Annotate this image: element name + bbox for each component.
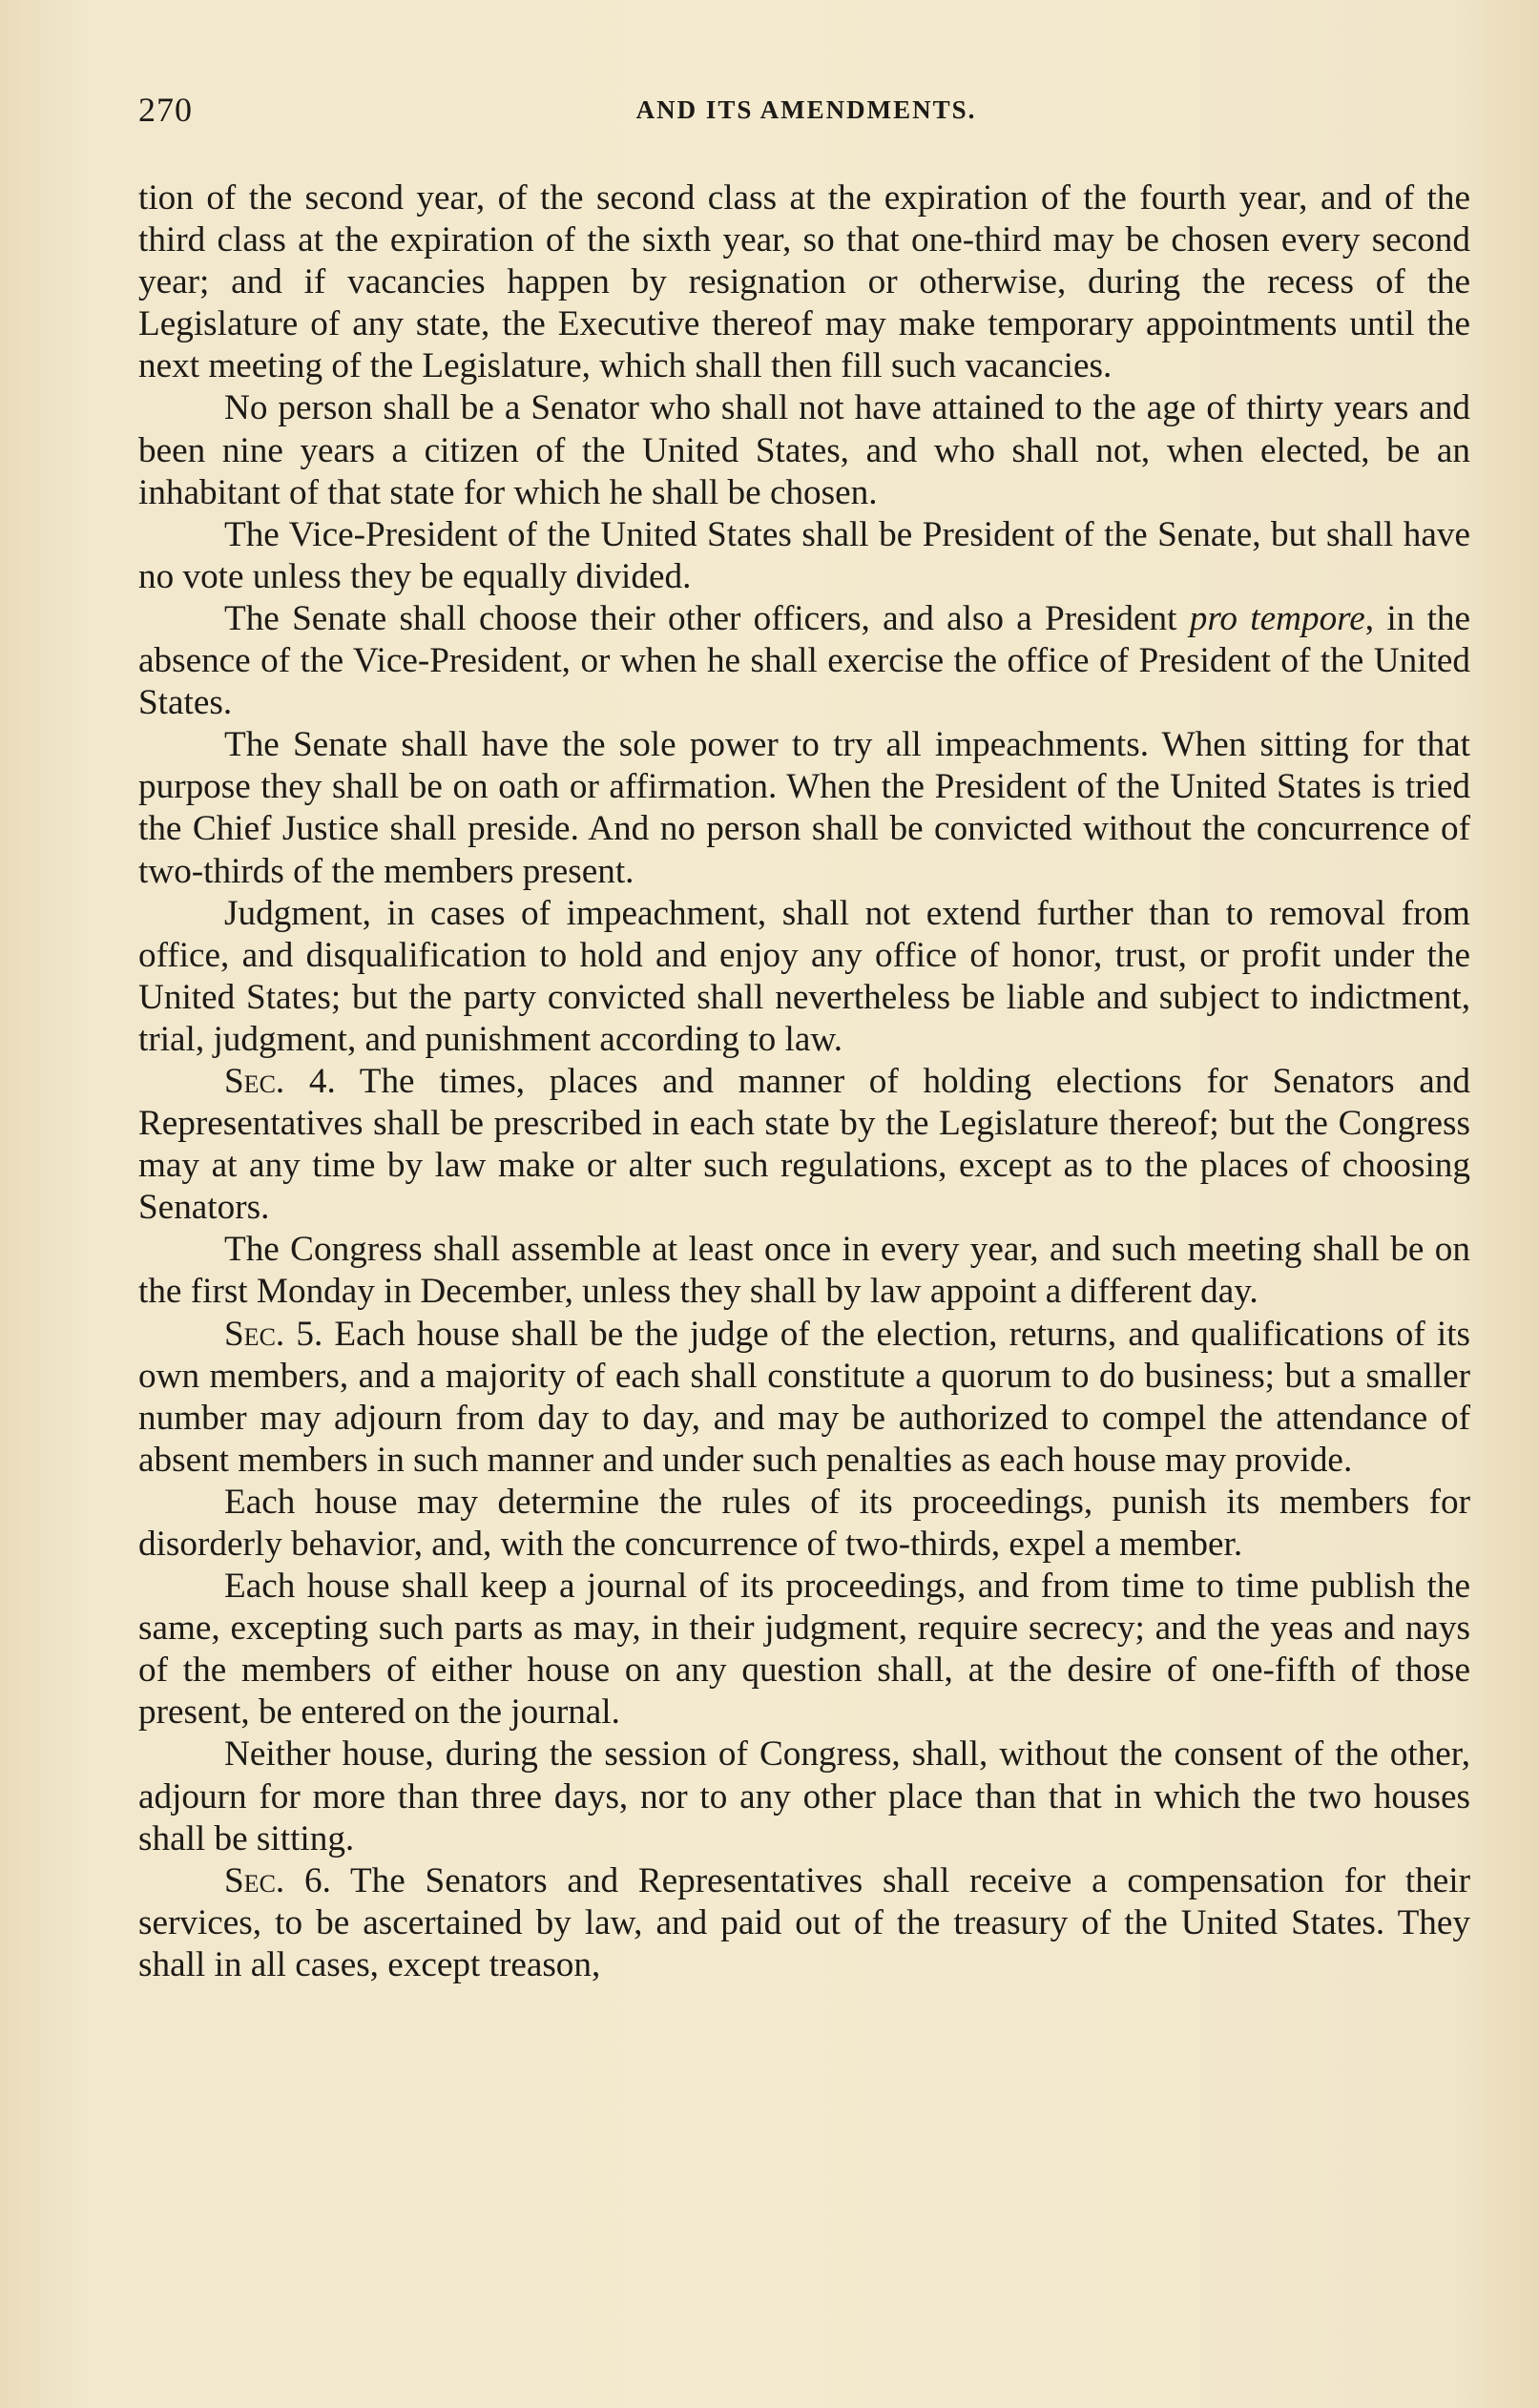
paragraph-impeachment-judgment	[138, 893, 1470, 1061]
paragraph-text: Each house shall keep a journal of its proceedings, and from time to time publish the same, excepting such parts as may, in their judgment, require secrecy; and the yeas and nays of the members of either house on any question shall, at the desire of one-fifth of those present, be entered on the journal.	[138, 1567, 1470, 1733]
paragraph-adjournment	[138, 1733, 1470, 1859]
paragraph-text: Judgment, in cases of impeachment, shall not extend further than to removal from office, and disqualification to hold and enjoy any office of honor, trust, or profit under the United States; but the party convicted shall nevertheless be liable and subject to indictment, trial, judgment, and punishment according to law.	[138, 893, 1470, 1059]
paragraph-senator-qualifications	[138, 387, 1470, 513]
running-head: AND ITS AMENDMENTS.	[635, 95, 977, 124]
paragraph-text: The Senators and Representatives shall receive a compensation for their services, to be ascertained by law, and paid out of the treasury of the United States. They shall in all cases, except treason,	[138, 1860, 1471, 1984]
paragraph-text: The Vice-President of the United States shall be President of the Senate, but shall have no vote unless they be equally divided.	[138, 514, 1470, 596]
page-number: 270	[138, 91, 193, 129]
paragraph-text: tion of the second year, of the second class at the expiration of the fourth year, and of the third class at the expiration of the sixth year, so that one-third may be chosen every second year; and if vacancies happen by resignation or otherwise, during the recess of the Legislature of any state, the Executive thereof may make temporary appointments until the next meeting of the Legislature, which shall then fill such vacancies.	[138, 178, 1470, 386]
paragraph-section-5	[138, 1314, 1470, 1482]
body-text	[138, 177, 1470, 1986]
paragraph-senate-officers	[138, 598, 1470, 724]
page-header	[138, 90, 1474, 137]
paragraph-text: Neither house, during the session of Congress, shall, without the consent of the other, adjourn for more than three days, nor to any other place than that in which the two houses shall be sitting.	[138, 1734, 1470, 1858]
section-heading: Sec. 4.	[224, 1061, 336, 1101]
paragraph-section-6	[138, 1860, 1470, 1986]
paragraph-impeachment-trial	[138, 724, 1470, 892]
paragraph-text: Each house shall be the judge of the election, returns, and qualifications of its own members, and a majority of each shall constitute a quorum to do business; but a smaller number may adjourn from day to day, and may be authorized to compel the attendance of absent members in such manner and under such penalties as each house may provide.	[138, 1314, 1470, 1480]
paragraph-congress-assembly	[138, 1229, 1470, 1313]
section-heading: Sec. 6.	[224, 1860, 331, 1900]
paragraph-text: The Senate shall have the sole power to try all impeachments. When sitting for that purpose they shall be on oath or affirmation. When the President of the United States is tried the Chief Justice shall preside. And no person shall be convicted without the concurrence of two-thirds of the members present.	[138, 725, 1470, 891]
paragraph-text: , in the absence of the Vice-President, or when he shall exercise the office of President of the United States.	[138, 598, 1471, 723]
paragraph-text: The times, places and manner of holding elections for Senators and Representatives shall be prescribed in each state by the Legislature thereof; but the Congress may at any time by law make or alter such regulations, except as to the places of choosing Senators.	[138, 1061, 1470, 1228]
paragraph-house-rules	[138, 1482, 1470, 1566]
paragraph-vice-president	[138, 514, 1470, 598]
section-heading: Sec. 5.	[224, 1314, 323, 1354]
italic-phrase: pro tempore	[1189, 598, 1365, 638]
paragraph-text: No person shall be a Senator who shall not have attained to the age of thirty years and been nine years a citizen of the United States, and who shall not, when elected, be an inhabitant of that state for which he shall be chosen.	[138, 388, 1470, 512]
paragraph-senate-classes	[138, 177, 1470, 387]
paragraph-text: The Congress shall assemble at least once in every year, and such meeting shall be on the first Monday in December, unless they shall by law appoint a different day.	[138, 1230, 1470, 1312]
paragraph-text: Each house may determine the rules of its proceedings, punish its members for disorderly behavior, and, with the concurrence of two-thirds, expel a member.	[138, 1482, 1470, 1564]
paragraph-section-4	[138, 1061, 1470, 1229]
paragraph-house-journal	[138, 1566, 1470, 1733]
paragraph-text: The Senate shall choose their other officers, and also a President	[224, 598, 1190, 638]
